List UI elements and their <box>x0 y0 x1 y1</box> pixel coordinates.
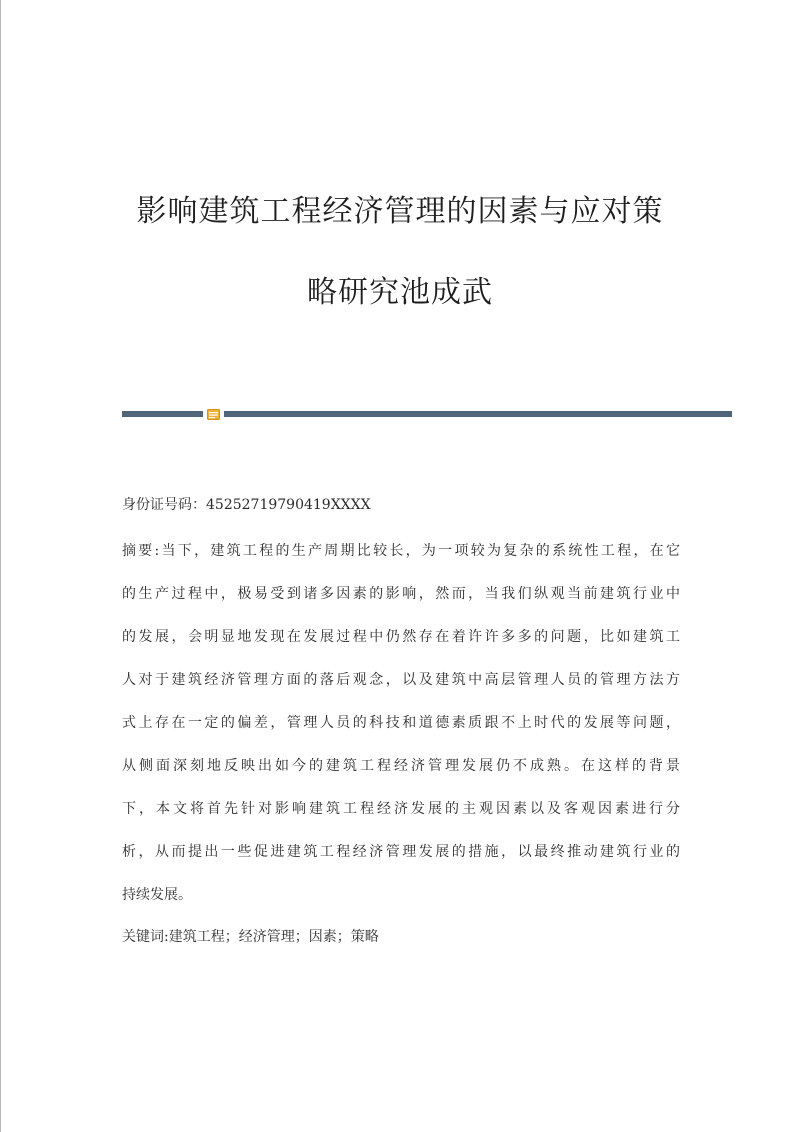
abstract-line: 摘要:当下，建筑工程的生产周期比较长，为一项较为复杂的系统性工程，在它 <box>122 543 680 559</box>
abstract-line: 下，本文将首先针对影响建筑工程经济发展的主观因素以及客观因素进行分 <box>122 801 680 817</box>
abstract-line: 从侧面深刻地反映出如今的建筑工程经济管理发展仍不成熟。在这样的背景 <box>122 758 680 774</box>
abstract-line: 的生产过程中，极易受到诸多因素的影响，然而，当我们纵观当前建筑行业中 <box>122 586 680 602</box>
page-left-edge <box>0 0 1 1132</box>
abstract-line: 的发展，会明显地发现在发展过程中仍然存在着许许多多的问题，比如建筑工 <box>122 629 680 645</box>
document-icon <box>207 408 220 420</box>
divider-bar-left <box>122 411 203 417</box>
id-number-line: 身份证号码：45252719790419XXXX <box>122 497 371 513</box>
document-title-line-2: 略研究池成武 <box>307 275 493 310</box>
abstract-line: 人对于建筑经济管理方面的落后观念，以及建筑中高层管理人员的管理方法方 <box>122 672 680 688</box>
title-divider <box>122 408 732 420</box>
abstract-line: 析，从而提出一些促进建筑工程经济管理发展的措施，以最终推动建筑行业的 <box>122 844 680 860</box>
abstract-line: 式上存在一定的偏差，管理人员的科技和道德素质跟不上时代的发展等问题， <box>122 715 680 731</box>
keywords-line: 关键词:建筑工程；经济管理；因素；策略 <box>122 929 379 945</box>
divider-bar-right <box>224 411 732 417</box>
abstract-line: 持续发展。 <box>122 887 192 903</box>
document-title-line-1: 影响建筑工程经济管理的因素与应对策 <box>136 194 664 229</box>
